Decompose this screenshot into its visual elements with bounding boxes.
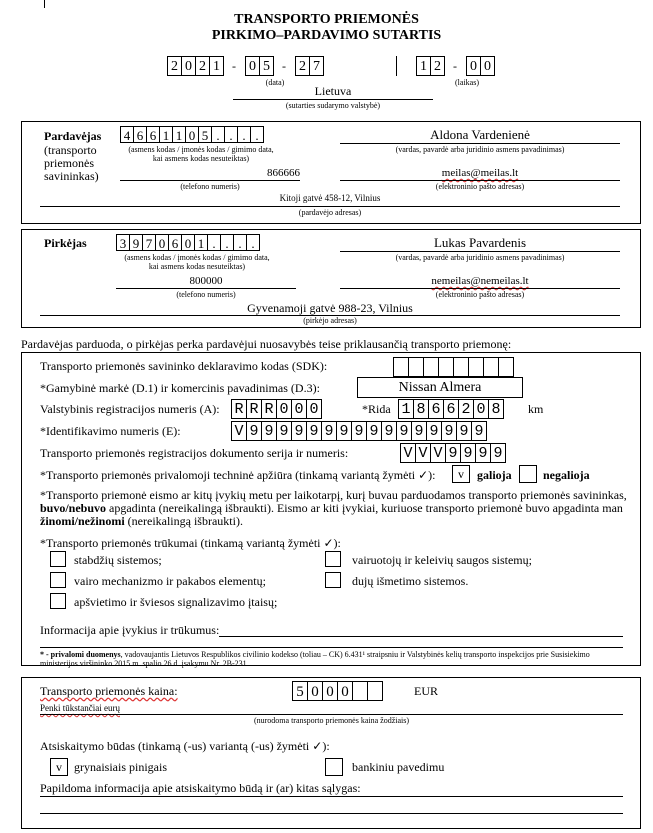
doc-cell[interactable]: V	[400, 443, 416, 463]
buyer-code-digit[interactable]: 3	[116, 234, 130, 251]
mileage-cell[interactable]: 6	[443, 399, 459, 419]
extra-info-label: Papildoma informacija apie atsiskaitymo būdą ir (ar) kitas sąlygas:	[40, 781, 361, 795]
time-dash: -	[453, 59, 457, 73]
time-caption: (laikas)	[455, 78, 479, 87]
date-dash: -	[232, 59, 236, 73]
sdk-label: Transporto priemonės savininko deklaravimo kodas (SDK):	[40, 359, 328, 373]
price-words-text: Penki tūkstančiai eurų	[40, 703, 120, 713]
vin-cell[interactable]: 9	[396, 421, 412, 441]
inspection-label: *Transporto priemonės privalomoji techninė apžiūra (tinkamą variantą žymėti ✓):	[40, 468, 436, 482]
doc-cell[interactable]: 9	[490, 443, 506, 463]
sdk-cell[interactable]	[468, 357, 484, 377]
buyer-code-digit[interactable]: .	[220, 234, 234, 251]
seller-email-text: meilas@meilas.lt	[441, 167, 519, 179]
buyer-code-digit[interactable]: 9	[129, 234, 143, 251]
buyer-code-boxes	[116, 234, 259, 251]
extra-info-line-1[interactable]	[40, 796, 623, 797]
reg-cell[interactable]: 0	[291, 399, 307, 419]
seller-code-digit[interactable]: .	[224, 126, 238, 143]
sale-intro: Pardavėjas parduoda, o pirkėjas perka pardavėjui nuosavybės teise priklausančią transporto priemonę:	[21, 337, 512, 351]
note-separator	[40, 647, 623, 648]
reg-cell[interactable]: R	[231, 399, 247, 419]
price-label	[40, 684, 178, 698]
sdk-cell[interactable]	[453, 357, 469, 377]
accident-line-3-text: (nereikalingą išbraukti).	[124, 514, 243, 528]
date-time-separator	[396, 56, 397, 76]
info-label: Informacija apie įvykius ir trūkumus:	[40, 623, 220, 637]
defect-label-safety: vairuotojų ir keleivių saugos sistemų;	[352, 553, 532, 567]
date-boxes	[167, 56, 323, 76]
defect-checkbox-exhaust[interactable]	[325, 572, 341, 588]
seller-address-line	[40, 206, 620, 207]
time-digit[interactable]: 0	[466, 56, 481, 76]
inspection-valid-checkbox[interactable]: v	[452, 465, 470, 483]
date-digit[interactable]: 2	[167, 56, 182, 76]
price-cell[interactable]	[367, 681, 383, 701]
vin-cell[interactable]: 9	[381, 421, 397, 441]
date-dash: -	[282, 59, 286, 73]
make-input[interactable]	[357, 377, 523, 398]
seller-email-line	[340, 180, 620, 181]
seller-email-caption: (elektroninio pašto adresas)	[435, 182, 525, 191]
seller-code-digit[interactable]: 1	[172, 126, 186, 143]
seller-code-digit[interactable]: 5	[198, 126, 212, 143]
buyer-email-caption: (elektroninio pašto adresas)	[435, 290, 525, 299]
seller-code-digit[interactable]: .	[250, 126, 264, 143]
mileage-cell[interactable]: 8	[413, 399, 429, 419]
margin-mark	[44, 0, 45, 8]
inspection-invalid-checkbox[interactable]	[519, 465, 537, 483]
vin-label: *Identifikavimo numeris (E):	[40, 424, 181, 438]
buyer-email[interactable]	[340, 275, 620, 288]
vin-cell[interactable]: 9	[426, 421, 442, 441]
seller-code-digit[interactable]: 1	[159, 126, 173, 143]
defect-label-brakes: stabdžių sistemos;	[74, 553, 162, 567]
date-digit[interactable]: 2	[195, 56, 210, 76]
sdk-cell[interactable]	[408, 357, 424, 377]
buyer-label: Pirkėjas	[44, 236, 87, 250]
doc-label: Transporto priemonės registracijos dokumento serija ir numeris:	[40, 446, 349, 460]
sdk-boxes	[393, 357, 513, 377]
footnote	[40, 650, 625, 668]
defect-checkbox-lights[interactable]	[50, 593, 66, 609]
vin-cell[interactable]: 9	[441, 421, 457, 441]
defect-label-exhaust: dujų išmetimo sistemos.	[352, 574, 469, 588]
date-digit[interactable]: 0	[245, 56, 260, 76]
mileage-label: *Rida	[362, 402, 391, 416]
make-value: Nissan Almera	[398, 380, 482, 395]
buyer-code-digit[interactable]: 7	[142, 234, 156, 251]
seller-code-digit[interactable]: .	[237, 126, 251, 143]
price-words[interactable]	[40, 703, 120, 714]
seller-address[interactable]	[40, 193, 620, 204]
vin-cell[interactable]: 9	[336, 421, 352, 441]
mileage-cell[interactable]: 6	[428, 399, 444, 419]
vin-cell[interactable]: 9	[291, 421, 307, 441]
sdk-cell[interactable]	[438, 357, 454, 377]
doc-cell[interactable]: 9	[445, 443, 461, 463]
accident-choice-2: žinomi/nežinomi	[40, 514, 125, 528]
seller-code-digit[interactable]: .	[211, 126, 225, 143]
vin-cell[interactable]: 9	[366, 421, 382, 441]
reg-cell[interactable]: R	[261, 399, 277, 419]
buyer-name[interactable]: Lukas Pavardenis	[433, 235, 527, 250]
time-digit[interactable]: 1	[416, 56, 431, 76]
reg-label: Valstybinis registracijos numeris (A):	[40, 402, 220, 416]
reg-cell[interactable]: 0	[306, 399, 322, 419]
mileage-cell[interactable]: 8	[488, 399, 504, 419]
seller-label: Pardavėjas	[44, 129, 102, 143]
footnote-bold: * - privalomi duomenys	[40, 650, 121, 659]
seller-address-caption: (pardavėjo adresas)	[298, 208, 362, 217]
price-currency: EUR	[414, 684, 438, 698]
sdk-cell[interactable]	[483, 357, 499, 377]
time-digit[interactable]: 0	[480, 56, 495, 76]
seller-address-text: Kitoji gatvė 458-12, Vilnius	[279, 193, 381, 203]
buyer-code-digit[interactable]: .	[246, 234, 260, 251]
buyer-code-caption: (asmens kodas / įmonės kodas / gimimo data, kai asmens kodas nesuteiktas)	[124, 253, 270, 271]
seller-phone-caption: (telefono numeris)	[180, 182, 240, 191]
seller-phone[interactable]: 866666	[267, 167, 300, 179]
price-boxes	[292, 681, 382, 701]
seller-code-digit[interactable]: 4	[120, 126, 134, 143]
inspection-invalid-label: negalioja	[543, 468, 590, 482]
mileage-boxes	[398, 399, 503, 419]
buyer-code-digit[interactable]: 1	[194, 234, 208, 251]
price-cell[interactable]: 0	[337, 681, 353, 701]
vin-cell[interactable]: 9	[321, 421, 337, 441]
defect-checkbox-brakes[interactable]	[50, 551, 66, 567]
mileage-cell[interactable]: 0	[473, 399, 489, 419]
bank-label: bankiniu pavedimu	[352, 760, 445, 774]
vin-cell[interactable]: 9	[411, 421, 427, 441]
price-words-caption: (nurodoma transporto priemonės kaina žodžiais)	[253, 716, 410, 725]
seller-code-digit[interactable]: 0	[185, 126, 199, 143]
doc-cell[interactable]: V	[430, 443, 446, 463]
cash-label: grynaisiais pinigais	[74, 760, 167, 774]
vin-cell[interactable]: 9	[261, 421, 277, 441]
doc-boxes	[400, 443, 505, 463]
extra-info-line-2[interactable]	[40, 813, 623, 814]
buyer-phone-caption: (telefono numeris)	[176, 290, 236, 299]
date-digit[interactable]: 1	[209, 56, 224, 76]
vin-cell[interactable]: V	[231, 421, 247, 441]
country-value[interactable]: Lietuva	[314, 84, 352, 98]
vin-cell[interactable]: 9	[276, 421, 292, 441]
accident-text	[40, 489, 630, 528]
vin-cell[interactable]: 9	[306, 421, 322, 441]
seller-name-caption: (vardas, pavardė arba juridinio asmens pavadinimas)	[395, 145, 565, 154]
sdk-cell[interactable]	[423, 357, 439, 377]
price-label-text: Transporto priemonės kaina:	[40, 684, 178, 698]
doc-title-1: TRANSPORTO PRIEMONĖS	[234, 12, 419, 27]
buyer-code-digit[interactable]: 0	[181, 234, 195, 251]
seller-name-line	[340, 143, 620, 144]
country-caption: (sutarties sudarymo valstybė)	[285, 101, 381, 110]
reg-cell[interactable]: 0	[276, 399, 292, 419]
defect-checkbox-steering[interactable]	[50, 572, 66, 588]
sdk-cell[interactable]	[498, 357, 514, 377]
vin-cell[interactable]: 9	[471, 421, 487, 441]
buyer-name-caption: (vardas, pavardė arba juridinio asmens pavadinimas)	[395, 253, 565, 262]
vin-boxes	[231, 421, 486, 441]
time-digit[interactable]: 2	[430, 56, 445, 76]
buyer-phone-line	[116, 288, 296, 289]
mileage-cell[interactable]: 1	[398, 399, 414, 419]
seller-code-caption: (asmens kodas / įmonės kodas / gimimo data, kai asmens kodas nesuteiktas)	[128, 145, 274, 163]
seller-name[interactable]: Aldona Vardenienė	[430, 127, 530, 142]
doc-cell[interactable]: 9	[475, 443, 491, 463]
defects-label: *Transporto priemonės trūkumai (tinkamą variantą žymėti ✓):	[40, 536, 341, 550]
bank-checkbox[interactable]	[325, 758, 343, 776]
seller-code-digit[interactable]: 6	[146, 126, 160, 143]
doc-title-2: PIRKIMO–PARDAVIMO SUTARTIS	[211, 28, 442, 43]
buyer-email-text: nemeilas@nemeilas.lt	[431, 275, 529, 287]
payment-method-label: Atsiskaitymo būdas (tinkamą (-us) variantą (-us) žymėti ✓):	[40, 739, 330, 753]
time-boxes	[416, 56, 494, 76]
vin-cell[interactable]: 9	[456, 421, 472, 441]
accident-line-1: *Transporto priemonė eismo ar kitų įvykių metu per laikotarpį, kurį buvau parduodamos transporto priemonės savininkas,	[40, 488, 627, 502]
seller-code-digit[interactable]: 6	[133, 126, 147, 143]
vin-cell[interactable]: 9	[351, 421, 367, 441]
accident-line-3	[40, 515, 630, 528]
buyer-address[interactable]: Gyvenamoji gatvė 988-23, Vilnius	[247, 301, 413, 315]
sdk-cell[interactable]	[393, 357, 409, 377]
inspection-valid-label: galioja	[477, 468, 512, 482]
buyer-address-caption: (pirkėjo adresas)	[303, 316, 357, 325]
price-cell[interactable]: 5	[292, 681, 308, 701]
vin-cell[interactable]: 9	[246, 421, 262, 441]
footnote-text: , vadovaujantis Lietuvos Respublikos civilinio kodekso (toliau – CK) 6.431¹ straipsniu ir Valstybinės kelių transporto inspekcijos prie Susisiekimo ministerijos viršininko 2015 m. spalio 26 d. įsakymu Nr. 2B-231.	[40, 650, 590, 668]
accident-line-2-text: apgadinta (nereikalingą išbraukti). Eismo ar kiti įvykiai, kuriuose transporto priemonė buvo apgadinta man	[106, 501, 623, 515]
doc-cell[interactable]: V	[415, 443, 431, 463]
price-cell[interactable]: 0	[322, 681, 338, 701]
make-label: *Gamybinė markė (D.1) ir komercinis pavadinimas (D.3):	[40, 381, 320, 395]
seller-email[interactable]	[340, 167, 620, 180]
reg-cell[interactable]: R	[246, 399, 262, 419]
cash-checkbox[interactable]: v	[50, 758, 68, 776]
seller-code-boxes	[120, 126, 263, 143]
defect-label-lights: apšvietimo ir šviesos signalizavimo įtaisų;	[74, 595, 278, 609]
price-cell[interactable]: 0	[307, 681, 323, 701]
price-cell[interactable]	[352, 681, 368, 701]
buyer-code-digit[interactable]: 6	[168, 234, 182, 251]
price-words-line	[40, 714, 623, 715]
buyer-code-digit[interactable]: .	[233, 234, 247, 251]
date-digit[interactable]: 7	[309, 56, 324, 76]
date-digit[interactable]: 2	[295, 56, 310, 76]
buyer-email-line	[340, 288, 620, 289]
doc-cell[interactable]: 9	[460, 443, 476, 463]
accident-choice-1: buvo/nebuvo	[40, 501, 107, 515]
buyer-code-digit[interactable]: .	[207, 234, 221, 251]
defect-checkbox-safety[interactable]	[325, 551, 341, 567]
mileage-unit: km	[528, 402, 544, 416]
buyer-code-digit[interactable]: 0	[155, 234, 169, 251]
seller-sublabel: (transporto priemonės savininkas)	[44, 143, 99, 183]
date-digit[interactable]: 5	[259, 56, 274, 76]
buyer-name-line	[340, 251, 620, 252]
info-line[interactable]	[219, 636, 623, 637]
reg-boxes	[231, 399, 321, 419]
country-line	[233, 99, 433, 100]
date-digit[interactable]: 0	[181, 56, 196, 76]
date-caption: (data)	[265, 78, 285, 87]
seller-phone-line	[120, 180, 300, 181]
defect-label-steering: vairo mechanizmo ir pakabos elementų;	[74, 574, 266, 588]
mileage-cell[interactable]: 2	[458, 399, 474, 419]
buyer-phone[interactable]: 800000	[189, 275, 223, 287]
